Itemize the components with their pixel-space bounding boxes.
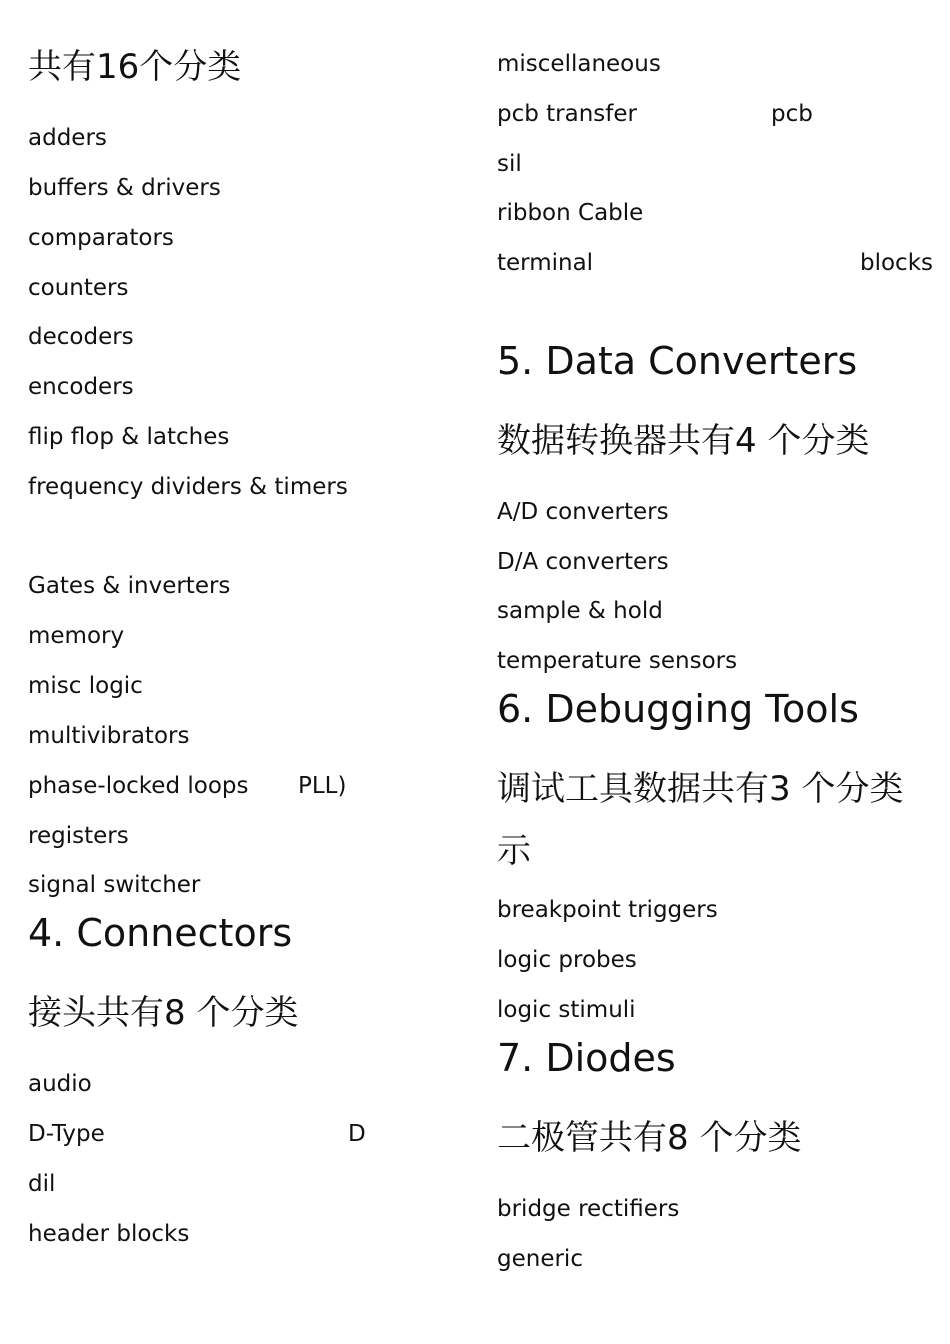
intro-text: 调试工具数据共有 <box>497 769 769 809</box>
list-item: logic probes <box>497 947 637 973</box>
list-item: terminal <box>497 250 594 276</box>
list-item: phase-locked loops <box>28 773 249 799</box>
intro-number: 4 <box>735 421 757 461</box>
intro-suffix: 个分类 <box>790 769 904 809</box>
list-item: blocks <box>860 250 934 276</box>
list-item: PLL) <box>298 773 347 799</box>
intro-text: 接头共有 <box>28 993 164 1033</box>
list-item: registers <box>28 823 129 849</box>
section-heading-diodes: 7. Diodes <box>497 1036 676 1080</box>
list-item: sample & hold <box>497 598 663 624</box>
list-item: Gates & inverters <box>28 573 231 599</box>
list-item: miscellaneous <box>497 51 661 77</box>
intro-text: 数据转换器共有 <box>497 421 735 461</box>
list-item: logic stimuli <box>497 997 636 1023</box>
intro-number: 8 <box>667 1118 689 1158</box>
list-item: frequency dividers & timers <box>28 474 348 500</box>
list-item: flip flop & latches <box>28 424 230 450</box>
list-item: misc logic <box>28 673 143 699</box>
section-heading-debugging-tools: 6. Debugging Tools <box>497 687 859 731</box>
list-item: D-Type <box>28 1121 105 1147</box>
list-item: sil <box>497 151 522 177</box>
list-item: ribbon Cable <box>497 200 644 226</box>
list-item: temperature sensors <box>497 648 738 674</box>
debugging-tools-intro-continued: 示 <box>497 831 531 871</box>
intro-number: 16 <box>96 47 140 87</box>
list-item: generic <box>497 1246 583 1272</box>
list-item: pcb <box>771 101 813 127</box>
list-item: decoders <box>28 324 134 350</box>
intro-suffix: 个分类 <box>139 47 242 87</box>
list-item: D/A converters <box>497 549 669 575</box>
intro-text: 共有 <box>28 47 96 87</box>
intro-number: 3 <box>769 769 791 809</box>
list-item: comparators <box>28 225 174 251</box>
intro-suffix: 个分类 <box>688 1118 802 1158</box>
debugging-tools-intro <box>497 769 904 809</box>
list-item: buffers & drivers <box>28 175 221 201</box>
list-item: bridge rectifiers <box>497 1196 680 1222</box>
list-item: audio <box>28 1071 92 1097</box>
list-item: adders <box>28 125 107 151</box>
list-item: dil <box>28 1171 56 1197</box>
section-heading-connectors: 4. Connectors <box>28 911 293 955</box>
list-item: memory <box>28 623 125 649</box>
intro-suffix: 个分类 <box>185 993 299 1033</box>
list-item: breakpoint triggers <box>497 897 718 923</box>
list-item: A/D converters <box>497 499 669 525</box>
list-item: signal switcher <box>28 872 201 898</box>
list-item: counters <box>28 275 129 301</box>
list-item: encoders <box>28 374 134 400</box>
intro-text: 二极管共有 <box>497 1118 667 1158</box>
connectors-intro <box>28 993 299 1033</box>
data-converters-intro <box>497 421 870 461</box>
section-heading-data-converters: 5. Data Converters <box>497 339 858 383</box>
diodes-intro <box>497 1118 802 1158</box>
list-item: multivibrators <box>28 723 190 749</box>
list-item: pcb transfer <box>497 101 637 127</box>
list-item: D <box>348 1121 366 1147</box>
category-count-intro <box>28 47 242 87</box>
intro-suffix: 个分类 <box>756 421 870 461</box>
list-item: header blocks <box>28 1221 190 1247</box>
intro-number: 8 <box>164 993 186 1033</box>
